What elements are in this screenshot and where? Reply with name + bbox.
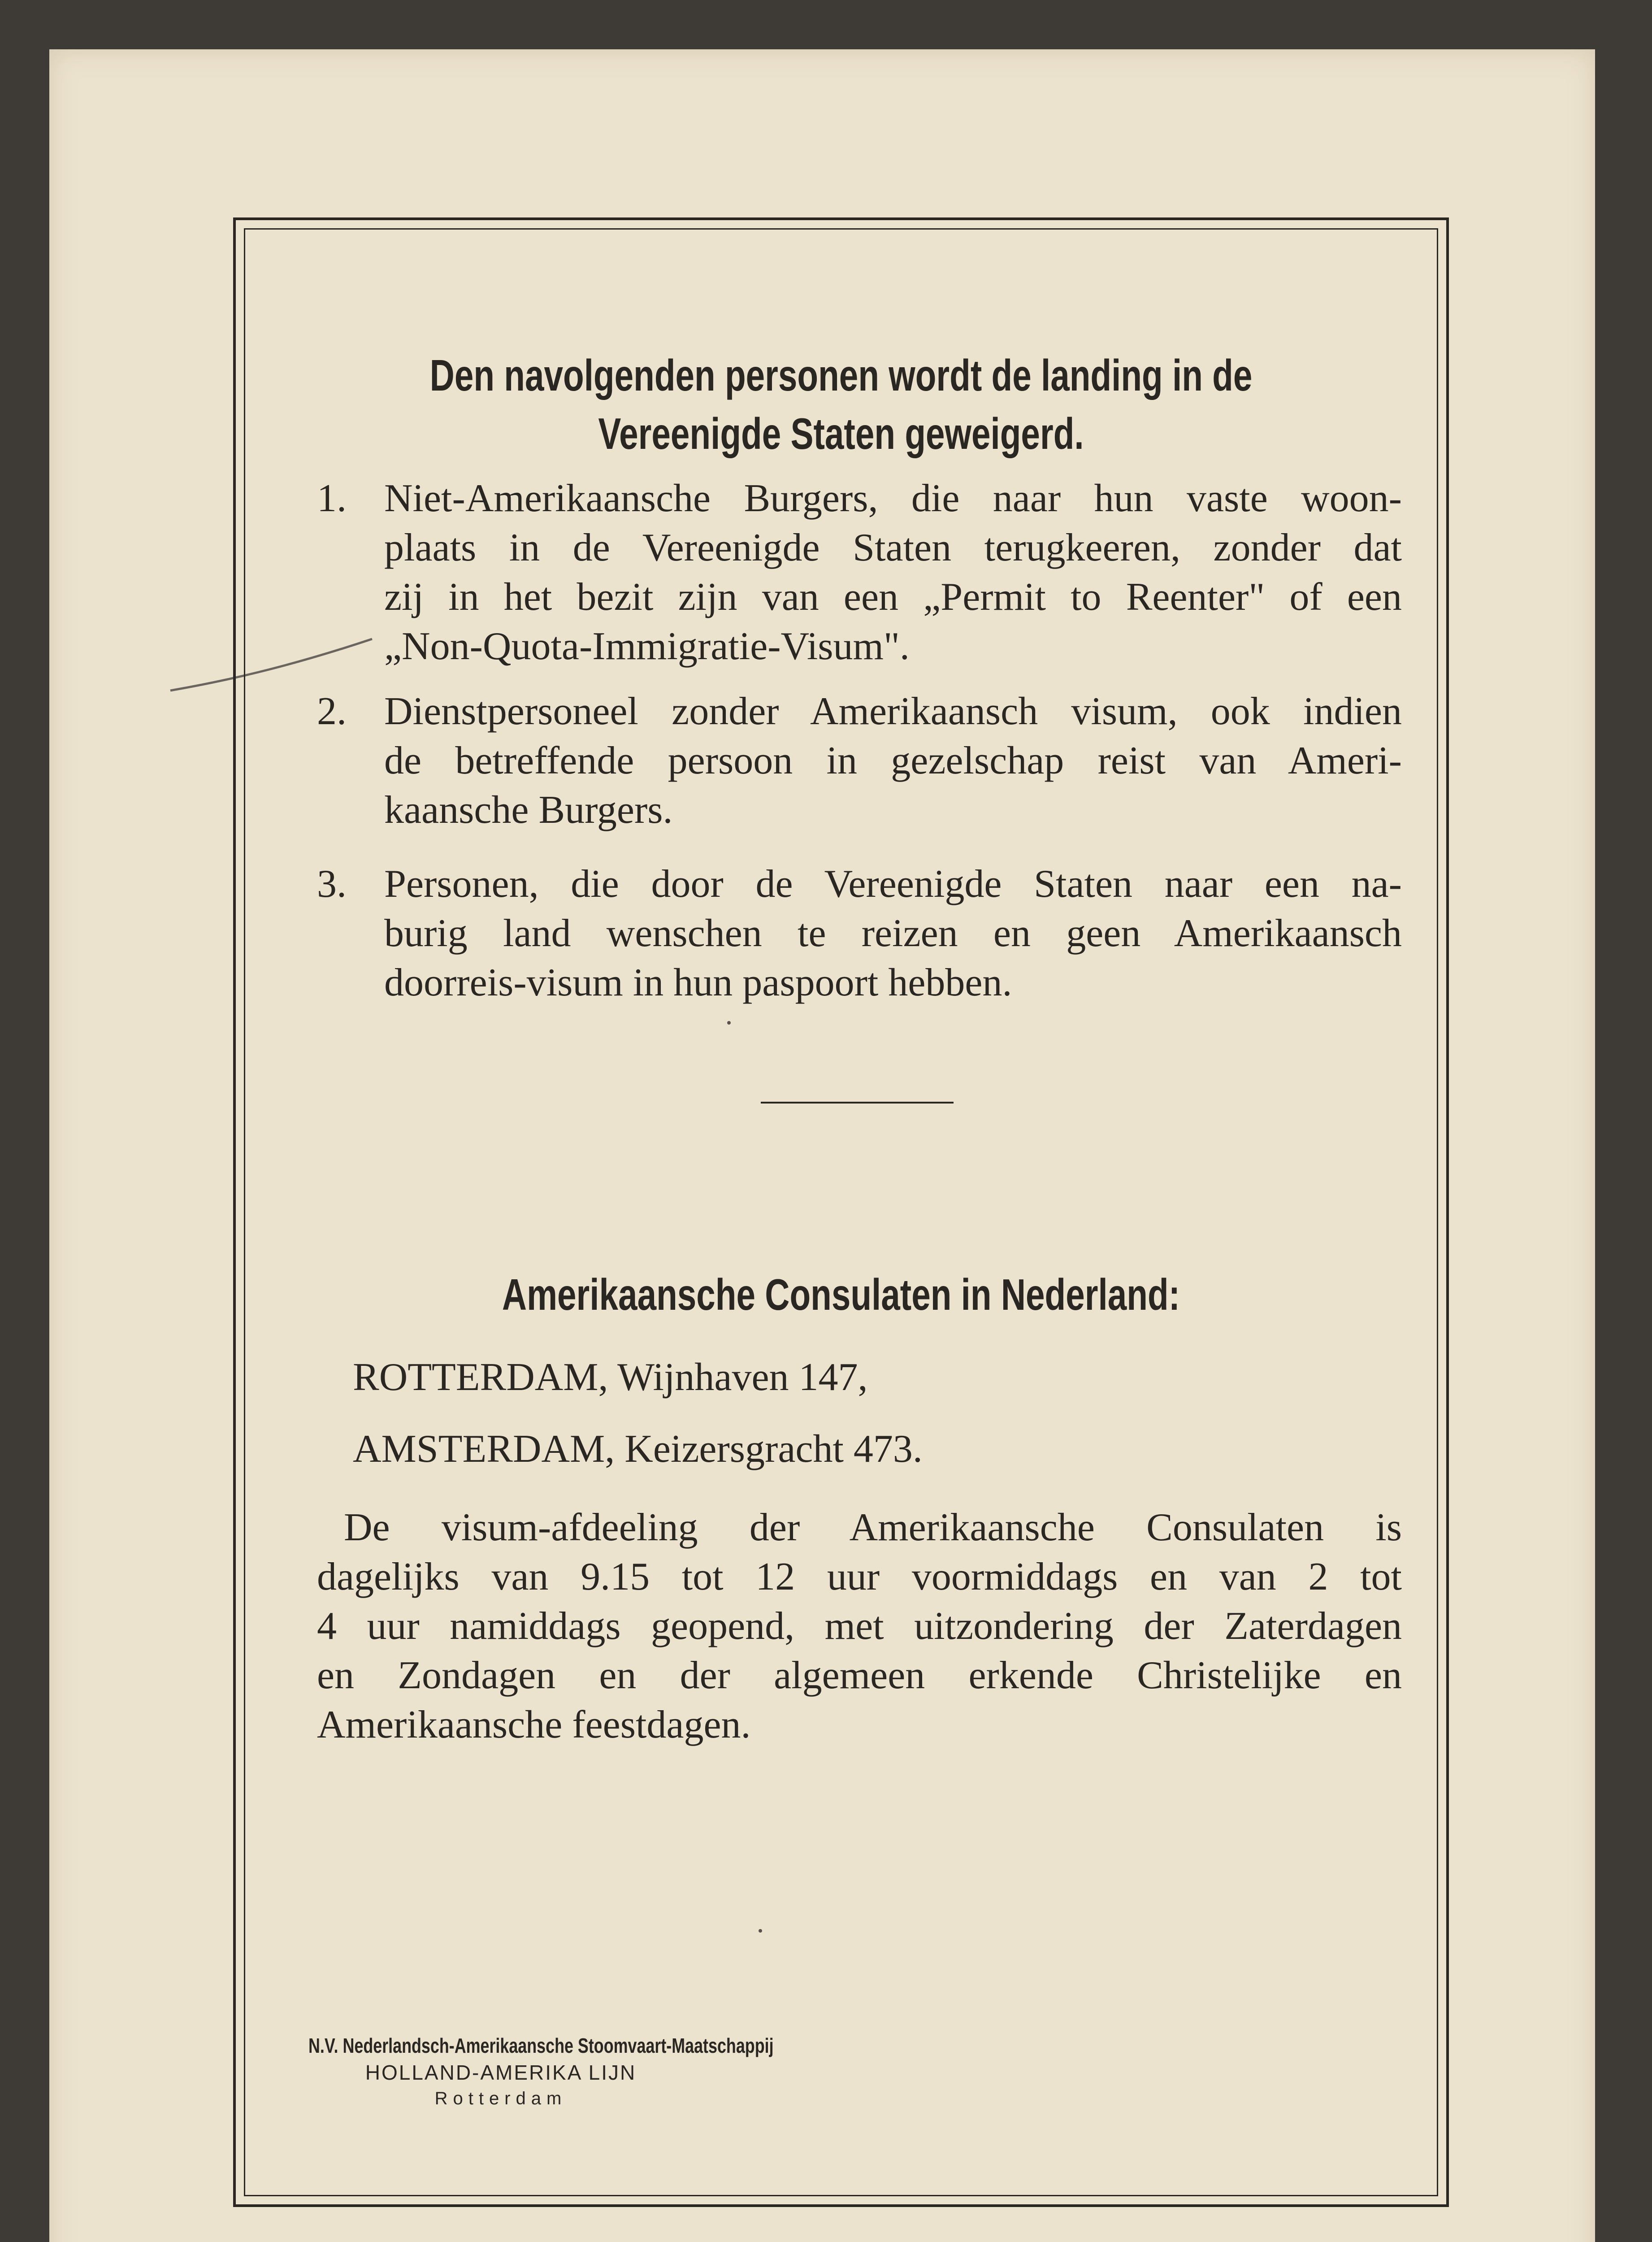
content-frame-inner [244, 228, 1438, 2196]
text-line: Niet-Amerikaansche Burgers, die naar hun vaste woon- [384, 477, 1402, 520]
text-line: en Zondagen en der algemeen erkende Christelijke en [317, 1654, 1402, 1697]
imprint-line-name: HOLLAND-AMERIKA LIJN [365, 2061, 637, 2084]
section-divider [761, 1102, 954, 1104]
ink-dot [727, 1021, 731, 1025]
text-line: „Non-Quota-Immigratie-Visum". [384, 625, 910, 668]
text-line: burig land wenschen te reizen en geen Amerikaansch [384, 912, 1402, 955]
list-item-number: 2. [317, 690, 347, 733]
text-line: dagelijks van 9.15 tot 12 uur voormiddags en van 2 tot [317, 1555, 1402, 1599]
content-frame [233, 217, 1449, 2207]
text-line: plaats in de Vereenigde Staten terugkeeren, zonder dat [384, 526, 1402, 569]
imprint-city: Rotterdam [434, 2089, 567, 2108]
ink-dot [759, 1929, 762, 1933]
text-line: zij in het bezit zijn van een „Permit to Reenter" of een [384, 575, 1402, 619]
text-line: doorreis-visum in hun paspoort hebben. [384, 961, 1012, 1004]
text-line: Dienstpersoneel zonder Amerikaansch visum, ook indien [384, 690, 1402, 733]
document-page [49, 49, 1595, 2242]
list-item-number: 1. [317, 477, 347, 520]
text-line: Personen, die door de Vereenigde Staten naar een na- [384, 862, 1402, 906]
section-heading-consulates: Amerikaansche Consulaten in Nederland: [502, 1270, 1180, 1319]
list-item-number: 3. [317, 862, 347, 906]
text-line: de betreffende persoon in gezelschap reist van Ameri- [384, 739, 1402, 782]
section-heading-landing [376, 346, 1305, 463]
list-item-text [384, 687, 1402, 835]
heading-line: Vereenigde Staten geweigerd. [598, 409, 1084, 458]
list-item-text [384, 474, 1402, 671]
list-item-text [384, 860, 1402, 1008]
publisher-imprint [254, 2032, 774, 2111]
text-line: De visum-afdeeling der Amerikaansche Consulaten is [344, 1506, 1402, 1549]
imprint-company: N.V. Nederlandsch-Amerikaansche Stoomvaart-Maatschappij [308, 2034, 774, 2057]
visa-office-hours-paragraph [317, 1503, 1402, 1750]
address-amsterdam: AMSTERDAM, Keizersgracht 473. [353, 1427, 923, 1471]
text-line: 4 uur namiddags geopend, met uitzondering der Zaterdagen [317, 1604, 1402, 1648]
text-line: Amerikaansche feestdagen. [317, 1703, 751, 1747]
text-line: kaansche Burgers. [384, 788, 673, 832]
address-rotterdam: ROTTERDAM, Wijnhaven 147, [353, 1356, 868, 1399]
heading-line: Den navolgenden personen wordt de landing in de [429, 351, 1253, 400]
